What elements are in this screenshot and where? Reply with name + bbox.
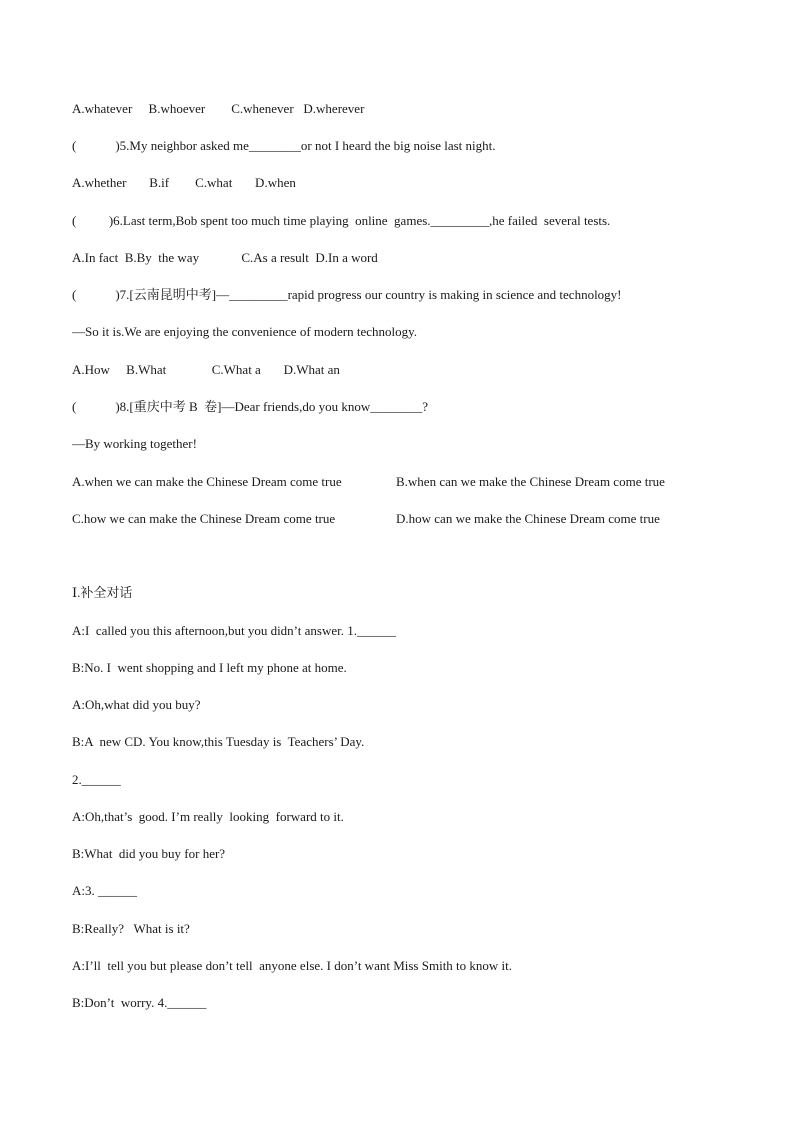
q8-option-a: A.when we can make the Chinese Dream come true	[72, 474, 342, 489]
dialogue-line: B:What did you buy for her?	[72, 846, 226, 861]
dialogue-line: B:Don’t worry. 4.______	[72, 995, 207, 1010]
section-title: Ⅰ.补全对话	[72, 585, 133, 600]
q6-options: A.In fact B.By the way C.As a result D.In a word	[72, 250, 378, 265]
q7-stem: ( )7.[云南昆明中考]—_________rapid progress our country is making in science and technology!	[72, 287, 622, 302]
q5-stem: ( )5.My neighbor asked me________or not I heard the big noise last night.	[72, 138, 496, 153]
q7-options: A.How B.What C.What a D.What an	[72, 362, 340, 377]
dialogue-line: B:Really? What is it?	[72, 921, 190, 936]
dialogue-line: A:I called you this afternoon,but you didn’t answer. 1.______	[72, 623, 396, 638]
dialogue-line: 2.______	[72, 772, 121, 787]
q7-response: —So it is.We are enjoying the convenience of modern technology.	[72, 324, 418, 339]
q4-options: A.whatever B.whoever C.whenever D.wherever	[72, 101, 365, 116]
q6-stem: ( )6.Last term,Bob spent too much time playing online games._________,he failed several tests.	[72, 213, 611, 228]
q8-option-d: D.how can we make the Chinese Dream come true	[396, 511, 660, 526]
dialogue-line: A:Oh,that’s good. I’m really looking forward to it.	[72, 809, 344, 824]
q8-stem: ( )8.[重庆中考 B 卷]—Dear friends,do you know________?	[72, 399, 429, 414]
q8-option-b: B.when can we make the Chinese Dream come true	[396, 474, 665, 489]
dialogue-line: B:No. I went shopping and I left my phone at home.	[72, 660, 347, 675]
q5-options: A.whether B.if C.what D.when	[72, 175, 296, 190]
q8-response: —By working together!	[72, 436, 197, 451]
q8-option-c: C.how we can make the Chinese Dream come true	[72, 511, 336, 526]
dialogue-line: A:3. ______	[72, 883, 137, 898]
dialogue-line: A:Oh,what did you buy?	[72, 697, 201, 712]
dialogue-line: A:I’ll tell you but please don’t tell anyone else. I don’t want Miss Smith to know it.	[72, 958, 513, 973]
dialogue-line: B:A new CD. You know,this Tuesday is Teachers’ Day.	[72, 734, 365, 749]
